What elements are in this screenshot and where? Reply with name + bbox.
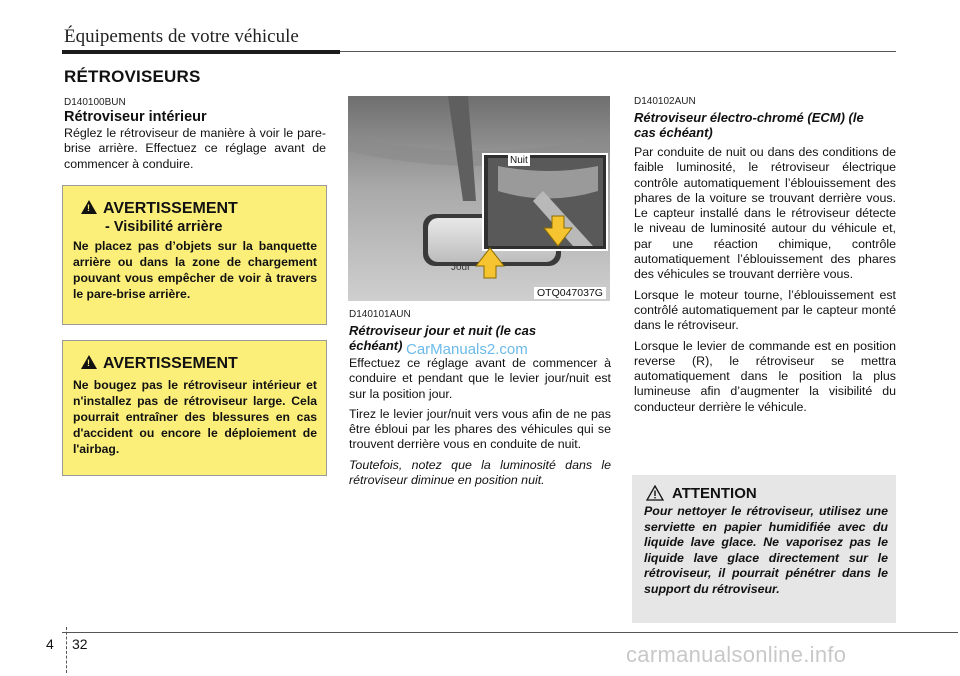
col2-paragraph-1: Effectuez ce réglage avant de commencer à conduire et pendant que le levier jour/nuit est sur la position jour.: [349, 356, 611, 401]
caution-triangle-icon: [646, 485, 664, 506]
col3-paragraph-2: Lorsque le moteur tourne, l’éblouissement est contrôlé automatiquement par le capteur monté dans le rétroviseur.: [634, 287, 896, 333]
col3-heading: Rétroviseur électro-chromé (ECM) (le cas échéant): [634, 110, 864, 140]
mirror-illustration: [348, 96, 610, 301]
footer-divider: [66, 627, 67, 673]
figure-code: OTQ047037G: [534, 287, 606, 299]
page-chapter-number: 4: [46, 636, 54, 652]
warning-box-visibility: [62, 185, 327, 325]
header-rule: [340, 51, 896, 52]
attention-text: Pour nettoyer le rétroviseur, utilisez une serviette en papier humidifiée avec du liquide lave glace. Ne vaporisez pas le liquide lave glace directement sur le rétroviseur, il pourrait pénétrer dans le support du rétroviseur.: [644, 504, 888, 596]
col2-heading: Rétroviseur jour et nuit (le cas échéant): [349, 323, 537, 353]
label-jour: Jour: [451, 262, 471, 273]
attention-box: [632, 475, 896, 623]
warning-title: AVERTISSEMENT: [103, 200, 238, 217]
header-bar: [62, 50, 340, 54]
col1-code: D140100BUN: [64, 97, 126, 108]
page-number: 32: [72, 636, 88, 652]
warning-text: Ne bougez pas le rétroviseur intérieur et n'installez pas de rétroviseur large. Cela pourrait entraîner des blessures en cas d'accident ou encore le déploiement de l'airbag.: [73, 378, 317, 456]
warning-triangle-icon: !: [81, 200, 97, 219]
chapter-title: Équipements de votre véhicule: [64, 26, 299, 47]
col3-paragraph-1: Par conduite de nuit ou dans des conditions de faible luminosité, le rétroviseur électrique contrôle automatiquement l’éblouissement des phares de la voiture se trouvant derrière vous. Le capteur installé dans le rétroviseur détecte le niveau de luminosité autour du véhicule et, par une réaction chimique, contrôle automatiquement l’éblouissement des phares des véhicules se trouvant derrière vous.: [634, 145, 896, 282]
watermark-carmanualsonline: carmanualsonline.info: [626, 642, 847, 667]
col3-body: [634, 145, 896, 420]
warning-title: AVERTISSEMENT: [103, 355, 238, 372]
warning-box-airbag: [62, 340, 327, 476]
warning-triangle-icon: !: [81, 355, 97, 374]
warning-subtitle: - Visibilité arrière: [105, 219, 223, 235]
col2-body: [349, 356, 611, 493]
watermark-carmanuals2: CarManuals2.com: [406, 341, 528, 358]
warning-text: Ne placez pas d’objets sur la banquette arrière ou dans la zone de chargement pouvant vous empêcher de voir à travers le pare-brise arrière.: [73, 239, 317, 301]
mirror-drawing: [348, 96, 610, 301]
col2-paragraph-3: Toutefois, notez que la luminosité dans le rétroviseur diminue en position nuit.: [349, 457, 611, 488]
attention-title: ATTENTION: [672, 485, 757, 502]
col1-body: Réglez le rétroviseur de manière à voir le pare-brise arrière. Effectuez ce réglage avant de commencer à conduire.: [64, 126, 326, 171]
col3-code: D140102AUN: [634, 96, 696, 107]
footer-rule: [62, 632, 958, 633]
col3-paragraph-3: Lorsque le levier de commande est en position reverse (R), le rétroviseur se mettra automatiquement dans le position la plus lumineuse afin d’augmenter la visibilité du conducteur derrière le véhicule.: [634, 338, 896, 414]
section-heading: RÉTROVISEURS: [64, 67, 201, 86]
col2-paragraph-2: Tirez le levier jour/nuit vers vous afin de ne pas être ébloui par les phares des véhicules qui se trouvent derrière vous en conduite de nuit.: [349, 406, 611, 452]
col1-heading: Rétroviseur intérieur: [64, 109, 207, 125]
label-nuit: Nuit: [510, 155, 528, 166]
col2-code: D140101AUN: [349, 309, 411, 320]
